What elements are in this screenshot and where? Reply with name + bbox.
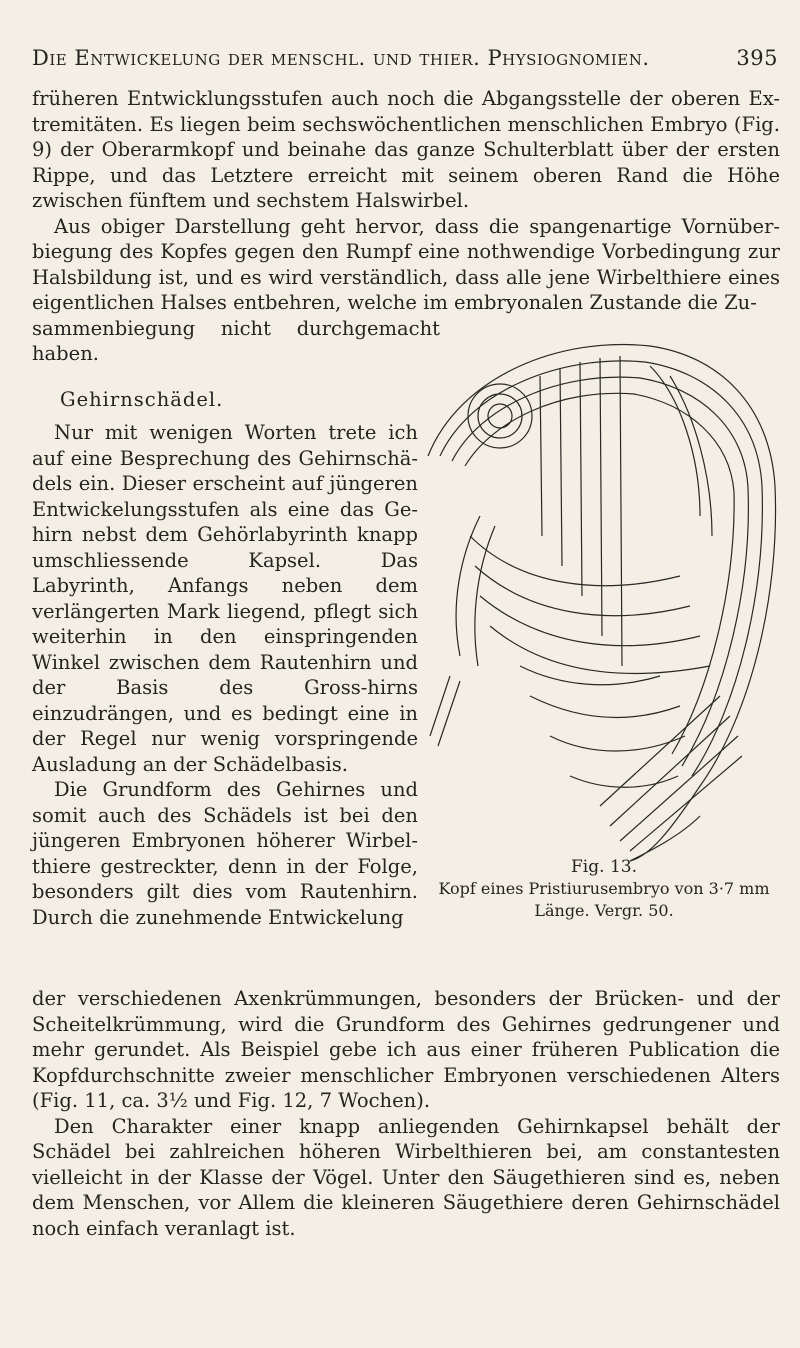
bottom-text-block <box>32 986 780 1241</box>
paragraph-axis-curvature: der verschiedenen Axenkrümmungen, besonders der Brücken- und der Scheitelkrümmung, wird die Grundform des Gehirnes gedrungener und mehr gerundet. Als Beispiel gebe ich aus einer früheren Publication die Kopfdurchschnitte zweier menschlicher Embryonen verschiedenen Alters (Fig. 11, ca. 3½ und Fig. 12, 7 Wochen). <box>32 987 780 1112</box>
paragraph-basic-form: Die Grundform des Gehirnes und somit auch des Schädels ist bei den jüngeren Embryonen höherer Wirbel-thiere gestreckter, denn in der Folge, besonders gilt dies vom Rautenhirn. Durch die zunehmende Entwickelung <box>32 778 418 929</box>
paragraph-skull-intro: Nur mit wenigen Worten trete ich auf eine Besprechung des Gehirnschä-dels ein. Dieser erscheint auf jüngeren Entwickelungsstufen als eine das Ge-hirn nebst dem Gehörlabyrinth knapp umschliessende Kapsel. Das Labyrinth, Anfangs neben dem verlängerten Mark liegend, pflegt sich weiterhin in den einspringenden Winkel zwischen dem Rautenhirn und der Basis des Gross-hirns einzudrängen, und es bedingt eine in der Regel nur wenig vorspringende Ausladung an der Schädelbasis. <box>32 421 418 776</box>
embryo-head-engraving <box>420 336 782 866</box>
running-head-title: Die Entwickelung der menschl. und thier. Physiognomien. <box>32 46 650 70</box>
figure-caption <box>418 856 790 922</box>
figure-label: Fig. 13. <box>571 857 637 877</box>
paragraph-brain-capsule: Den Charakter einer knapp anliegenden Gehirnkapsel behält der Schädel bei zahlreichen höheren Wirbelthieren bei, am constantesten vielleicht in der Klasse der Vögel. Unter den Säugethieren sind es, neben dem Menschen, vor Allem die kleineren Säugethiere deren Gehirnschädel noch einfach veranlagt ist. <box>32 1114 780 1240</box>
paragraph-continuation: früheren Entwicklungsstufen auch noch die Abgangsstelle der oberen Ex-tremitäten. Es liegen beim sechswöchentlichen menschlichen Embryo (Fig. 9) der Oberarmkopf und beinahe das ganze Schulterblatt über der ersten Rippe, und das Letztere erreicht mit seinem oberen Rand die Höhe zwischen fünftem und sechstem Halswirbel. <box>32 87 780 212</box>
paragraph-neck-formation: Aus obiger Darstellung geht hervor, dass die spangenartige Vornüber-biegung des Kopfes gegen den Rumpf eine nothwendige Vorbedingung zur Halsbildung ist, und es wird verständlich, dass alle jene Wirbelthiere eines eigentlichen Halses entbehren, welche im embryonalen Zustande die Zu- <box>32 214 780 314</box>
figure-caption-text: Kopf eines Pristiurusembryo von 3·7 mm Länge. Vergr. 50. <box>438 879 770 920</box>
page-number: 395 <box>736 46 778 70</box>
section-title: Gehirnschädel. <box>60 388 224 411</box>
running-head <box>32 46 778 76</box>
paragraph-neck-formation-end: sammenbiegung nicht durchgemacht haben. <box>32 316 440 365</box>
column-text-block <box>32 420 418 930</box>
top-text-block <box>32 86 780 367</box>
